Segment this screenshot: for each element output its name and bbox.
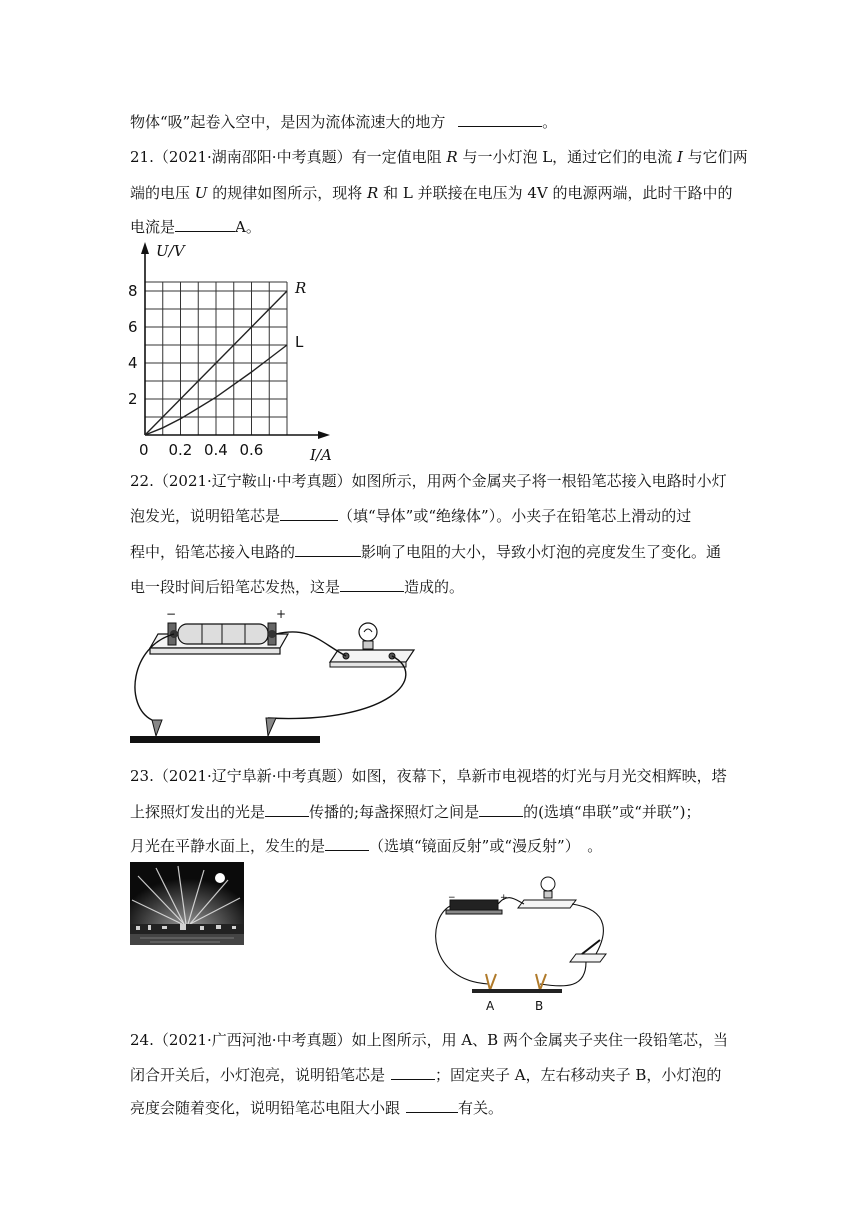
answer-blank[interactable]: [295, 541, 361, 557]
q21-line-2: 端的电压 U 的规律如图所示，现将 R 和 L 并联接在电压为 4V 的电源两端，此时干路中的: [130, 184, 733, 202]
tv-tower-night-photo: [130, 862, 244, 945]
pencil-lead: [130, 736, 320, 743]
q22-line-3: 程中，铅笔芯接入电路的 影响了电阻的大小，导致小灯泡的亮度发生了变化。通: [130, 543, 722, 561]
q21-line-3: 电流是 A。: [130, 218, 261, 236]
battery-holder: [150, 623, 288, 654]
plus-sign: +: [276, 607, 287, 621]
chart-ticks: [128, 242, 332, 464]
answer-blank[interactable]: [280, 505, 338, 521]
q24-line-1: 24.（2021·广西河池·中考真题）如上图所示，用 A、B 两个金属夹子夹住一段铅笔芯，当: [130, 1031, 728, 1049]
y-tick-label: 4: [128, 354, 138, 372]
answer-blank[interactable]: [458, 111, 542, 127]
pencil-lead: [472, 989, 562, 993]
y-tick-label: 8: [128, 282, 138, 300]
pencil-lead-circuit-illustration: [130, 606, 420, 750]
x-tick-label: 0.4: [204, 441, 228, 459]
ui-chart: [110, 238, 350, 468]
minus-sign: −: [166, 607, 177, 621]
q22-line-4: 电一段时间后铅笔芯发热，这是 造成的。: [130, 578, 465, 596]
x-axis-arrow: [318, 431, 330, 439]
q22-line-2: 泡发光，说明铅笔芯是 （填“导体”或“绝缘体”）。小夹子在铅笔芯上滑动的过: [130, 507, 692, 525]
answer-blank[interactable]: [340, 576, 404, 592]
answer-blank[interactable]: [391, 1064, 435, 1080]
minus-sign: −: [448, 893, 456, 903]
answer-blank[interactable]: [325, 835, 369, 851]
answer-blank[interactable]: [479, 801, 523, 817]
chart-series: [145, 279, 306, 435]
answer-blank[interactable]: [406, 1097, 458, 1113]
x-tick-label: 0.6: [239, 441, 264, 459]
q22-line-1: 22.（2021·辽宁鞍山·中考真题）如图所示，用两个金属夹子将一根铅笔芯接入电路时小灯: [130, 472, 727, 490]
x-axis-label: I/A: [310, 446, 332, 464]
q23-line-3: 月光在平静水面上，发生的是 （选填“镜面反射”或“漫反射”） 。: [130, 837, 603, 855]
q24-line-2: 闭合开关后，小灯泡亮，说明铅笔芯是 ；固定夹子 A，左右移动夹子 B，小灯泡的: [130, 1066, 722, 1084]
q21-line-1: 21.（2021·湖南邵阳·中考真题）有一定值电阻 R 与一小灯泡 L，通过它们的电流 I 与它们两: [130, 148, 748, 166]
x-tick-label: 0.2: [168, 441, 193, 459]
y-axis-arrow: [141, 242, 149, 254]
answer-blank[interactable]: [175, 216, 235, 232]
metal-clips: [152, 718, 276, 736]
bulb-board: [330, 623, 414, 667]
q23-line-1: 23.（2021·辽宁阜新·中考真题）如图，夜幕下，阜新市电视塔的灯光与月光交相辉映，塔: [130, 767, 727, 785]
q24-line-3: 亮度会随着变化，说明铅笔芯电阻大小跟 有关。: [130, 1099, 504, 1117]
x-tick-label: 0: [139, 441, 149, 459]
chart-grid: [145, 282, 287, 435]
bulb: [518, 877, 576, 908]
clip-b: [536, 974, 546, 990]
answer-blank[interactable]: [265, 801, 309, 817]
y-tick-label: 2: [128, 390, 138, 408]
q23-line-2: 上探照灯发出的光是 传播的;每盏探照灯之间是 的(选填“串联”或“并联”)；: [130, 803, 701, 821]
series-label-R: R: [295, 279, 307, 297]
y-axis-label: U/V: [156, 242, 185, 260]
series-label-L: L: [295, 333, 304, 351]
clip-b-label: B: [535, 999, 544, 1013]
clip-a: [486, 974, 496, 990]
plus-sign: +: [500, 893, 508, 903]
y-tick-label: 6: [128, 318, 138, 336]
switch-circuit-illustration: [436, 870, 616, 1014]
clip-a-label: A: [486, 999, 495, 1013]
q20-line: 物体“吸”起卷入空中，是因为流体流速大的地方 。: [130, 113, 558, 131]
